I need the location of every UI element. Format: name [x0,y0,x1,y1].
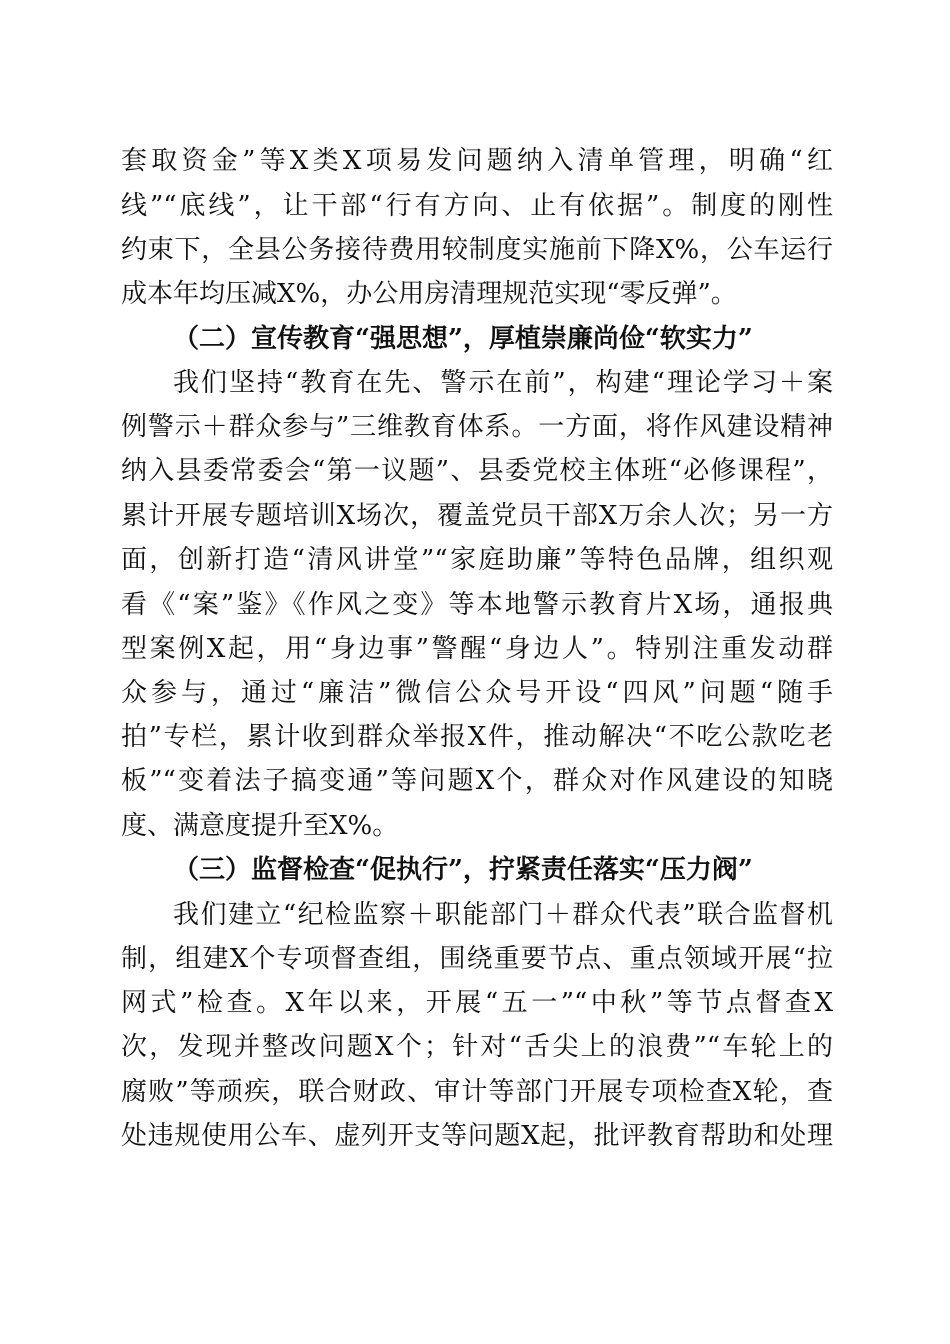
section-heading: （二）宣传教育“强思想”，厚植崇廉尚俭“软实力” [173,324,753,354]
paragraph-line: 网式”检查。X年以来，开展“五一”“中秋”等节点督查X [121,988,833,1018]
paragraph-line: 纳入县委常委会“第一议题”、县委党校主体班“必修课程”， [121,456,833,486]
paragraph-line: 我们坚持“教育在先、警示在前”，构建“理论学习＋案 [173,368,833,398]
paragraph-line: 累计开展专题培训X场次，覆盖党员干部X万余人次；另一方 [121,501,833,531]
paragraph-line: 度、满意度提升至X%。 [121,811,399,841]
paragraph-line: 面，创新打造“清风讲堂”“家庭助廉”等特色品牌，组织观 [121,545,833,575]
paragraph-line: 腐败”等顽疾，联合财政、审计等部门开展专项检查X轮，查 [121,1077,833,1107]
paragraph-line: 处违规使用公车、虚列开支等问题X起，批评教育帮助和处理 [121,1121,833,1151]
paragraph-line: 制，组建X个专项督查组，围绕重要节点、重点领域开展“拉 [121,944,833,974]
paragraph-line: 例警示＋群众参与”三维教育体系。一方面，将作风建设精神 [121,412,833,442]
paragraph-line: 次，发现并整改问题X个；针对“舌尖上的浪费”“车轮上的 [121,1032,833,1062]
paragraph-line: 约束下，全县公务接待费用较制度实施前下降X%，公车运行 [121,235,833,265]
section-heading: （三）监督检查“促执行”，拧紧责任落实“压力阀” [173,855,753,885]
paragraph-line: 拍”专栏，累计收到群众举报X件，推动解决“不吃公款吃老 [121,722,833,752]
paragraph-line: 板”“变着法子搞变通”等问题X个，群众对作风建设的知晓 [121,766,833,796]
paragraph-line: 众参与，通过“廉洁”微信公众号开设“四风”问题“随手 [121,678,833,708]
paragraph-line: 成本年均压减X%，办公用房清理规范实现“零反弹”。 [121,279,737,309]
paragraph-line: 看《“案”鉴》《作风之变》等本地警示教育片X场，通报典 [121,590,833,620]
paragraph-line: 套取资金”等X类X项易发问题纳入清单管理，明确“红 [121,146,833,176]
paragraph-line: 我们建立“纪检监察＋职能部门＋群众代表”联合监督机 [173,900,833,930]
paragraph-line: 型案例X起，用“身边事”警醒“身边人”。特别注重发动群 [121,634,833,664]
paragraph-line: 线”“底线”，让干部“行有方向、止有依据”。制度的刚性 [121,191,833,221]
